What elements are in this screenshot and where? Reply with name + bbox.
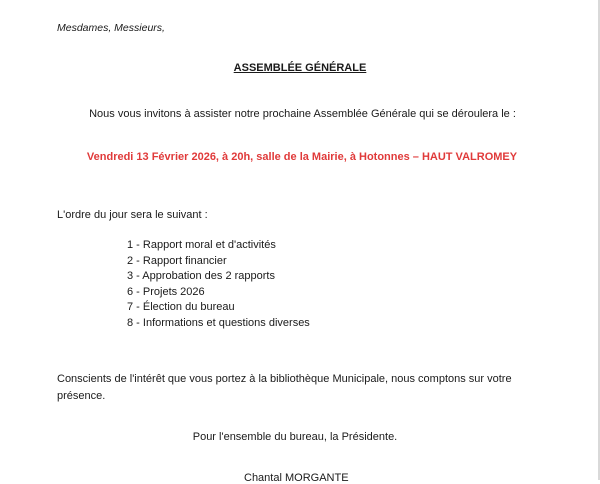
agenda-item: 7 - Élection du bureau (127, 301, 235, 314)
agenda-item: 2 - Rapport financier (127, 254, 227, 267)
agenda-item: 3 - Approbation des 2 rapports (127, 270, 275, 283)
invitation-intro: Nous vous invitons à assister notre prochaine Assemblée Générale qui se déroulera le : (89, 108, 516, 120)
agenda-list (127, 238, 310, 332)
agenda-intro: L'ordre du jour sera le suivant : (57, 209, 208, 221)
agenda-item: 6 - Projets 2026 (127, 285, 205, 298)
agenda-item: 1 - Rapport moral et d'activités (127, 239, 276, 251)
closing-paragraph: Conscients de l'intérêt que vous portez à la bibliothèque Municipale, nous comptons sur votre présence. (57, 373, 512, 402)
signoff: Pour l'ensemble du bureau, la Présidente. (192, 431, 398, 443)
document-title: ASSEMBLÉE GÉNÉRALE (233, 62, 367, 74)
salutation: Mesdames, Messieurs, (57, 22, 165, 34)
agenda-item: 8 - Informations et questions diverses (127, 316, 310, 329)
event-details: Vendredi 13 Février 2026, à 20h, salle de la Mairie, à Hotonnes – HAUT VALROMEY (86, 151, 518, 163)
signature-name: Chantal MORGANTE (244, 472, 349, 484)
